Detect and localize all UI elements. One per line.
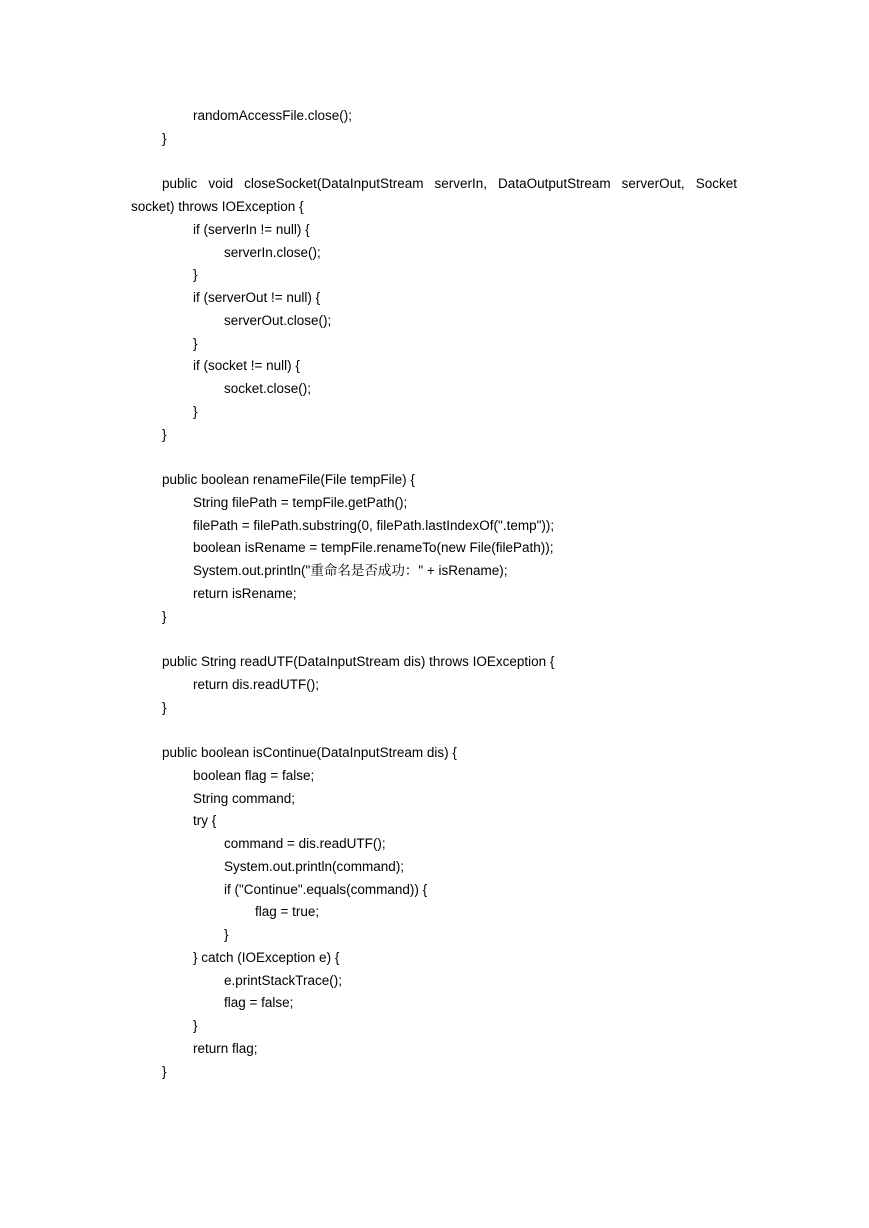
code-line: } bbox=[162, 608, 167, 624]
code-line: System.out.println("重命名是否成功：" + isRename); bbox=[193, 563, 508, 578]
code-line: if (serverOut != null) { bbox=[193, 290, 321, 305]
code-line: return flag; bbox=[193, 1040, 258, 1056]
code-line: if (socket != null) { bbox=[193, 358, 300, 374]
code-line: serverIn.close(); bbox=[224, 244, 321, 260]
code-line: e.printStackTrace(); bbox=[224, 972, 343, 988]
code-line: } bbox=[162, 699, 167, 715]
code-line: command = dis.readUTF(); bbox=[224, 836, 386, 851]
code-line: return isRename; bbox=[193, 585, 297, 601]
code-line: public String readUTF(DataInputStream dis) throws IOException { bbox=[162, 654, 555, 669]
code-line: return dis.readUTF(); bbox=[193, 676, 320, 692]
code-line: } bbox=[162, 426, 167, 442]
code-line: try { bbox=[193, 813, 217, 829]
code-line: } catch (IOException e) { bbox=[193, 949, 340, 965]
code-line: String filePath = tempFile.getPath(); bbox=[193, 494, 408, 510]
code-line: serverOut.close(); bbox=[224, 312, 332, 328]
code-line: flag = false; bbox=[224, 995, 294, 1011]
code-line: flag = true; bbox=[255, 904, 320, 920]
code-line: String command; bbox=[193, 790, 296, 806]
code-line: if (serverIn != null) { bbox=[193, 221, 310, 237]
code-line: if ("Continue".equals(command)) { bbox=[224, 881, 428, 897]
code-line: } bbox=[193, 403, 198, 419]
code-line: public boolean isContinue(DataInputStream dis) { bbox=[162, 745, 457, 760]
code-line: public void closeSocket(DataInputStream serverIn, DataOutputStream serverOut, Socket bbox=[162, 176, 737, 192]
code-line: boolean isRename = tempFile.renameTo(new File(filePath)); bbox=[193, 540, 554, 556]
code-line: public boolean renameFile(File tempFile) { bbox=[162, 472, 415, 487]
code-line: } bbox=[162, 1063, 167, 1079]
code-line: } bbox=[162, 130, 167, 146]
code-line: System.out.println(command); bbox=[224, 858, 405, 874]
code-line: } bbox=[193, 267, 198, 283]
code-line: socket.close(); bbox=[224, 381, 312, 396]
code-line: boolean flag = false; bbox=[193, 767, 315, 783]
code-line: filePath = filePath.substring(0, filePath.lastIndexOf(".temp")); bbox=[193, 517, 555, 533]
code-line: } bbox=[224, 927, 229, 942]
code-line: randomAccessFile.close(); bbox=[193, 108, 353, 123]
code-line: } bbox=[193, 335, 198, 351]
code-line: socket) throws IOException { bbox=[131, 199, 304, 214]
code-line: } bbox=[193, 1018, 198, 1033]
